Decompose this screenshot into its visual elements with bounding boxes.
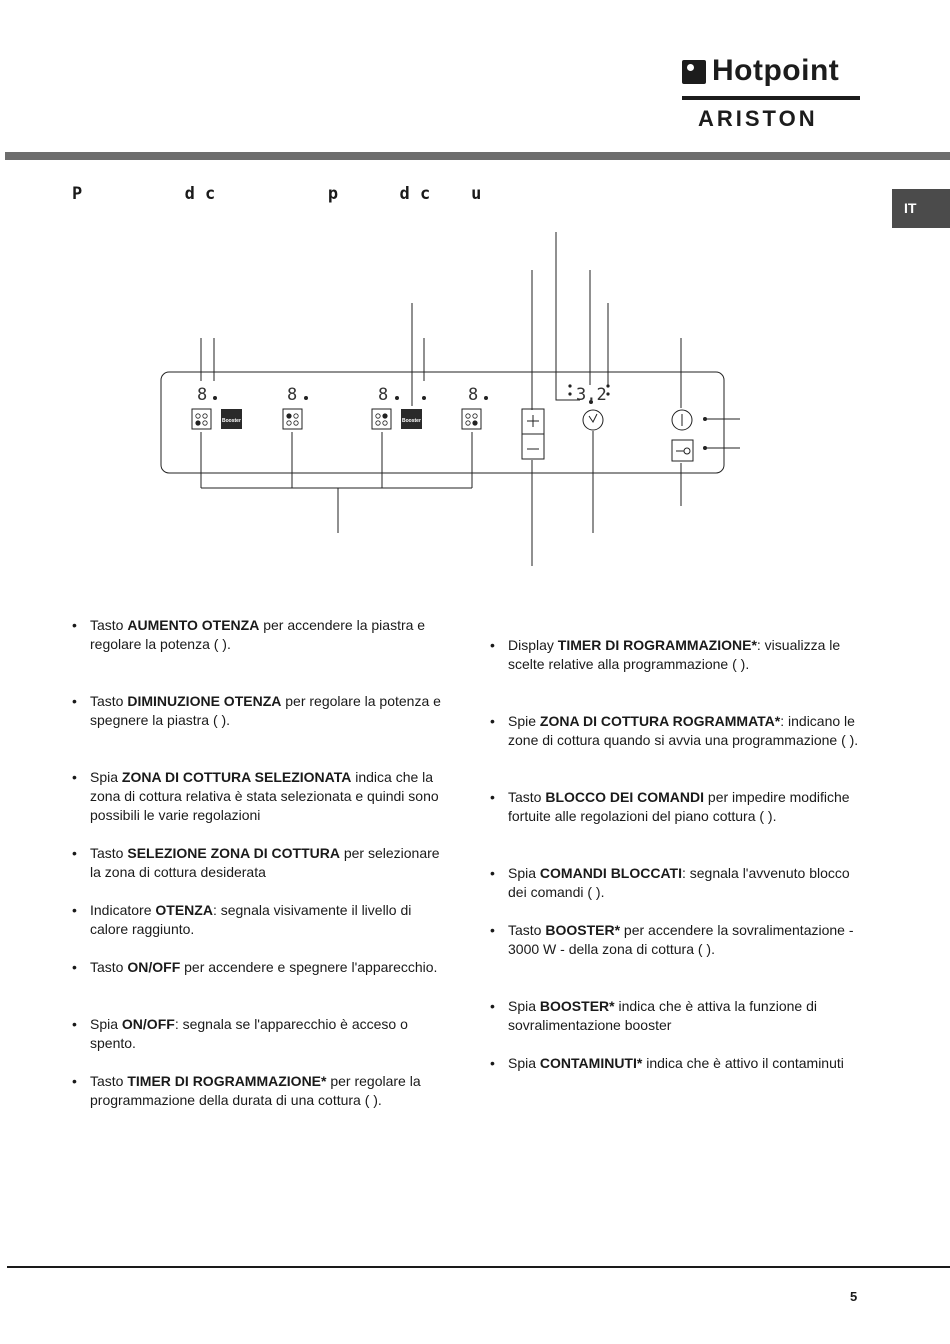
page-number: 5 bbox=[850, 1289, 858, 1304]
list-item: • Tasto ON/OFF per accendere e spegnere l'apparecchio. bbox=[72, 958, 447, 977]
zone-select-key-3 bbox=[372, 409, 391, 429]
timer-zone-dot bbox=[606, 392, 609, 395]
zone-select-key-2 bbox=[283, 409, 302, 429]
timer-zone-dot bbox=[568, 392, 571, 395]
brand-logo-mark bbox=[682, 60, 706, 84]
footer-divider bbox=[7, 1266, 950, 1268]
panel-outline bbox=[161, 372, 724, 473]
timer-key bbox=[583, 410, 603, 430]
brand-name: Hotpoint bbox=[712, 54, 840, 87]
list-item: • Tasto BLOCCO DEI COMANDI per impedire modifiche fortuite alle regolazioni del piano cottura ( ). bbox=[490, 788, 865, 826]
zone-indicator-dot bbox=[213, 396, 217, 400]
zone-indicator-dot bbox=[484, 396, 488, 400]
timer-zone-dot bbox=[568, 384, 571, 387]
booster-label-1: Booster bbox=[222, 418, 241, 424]
lock-indicator-dot bbox=[703, 446, 707, 450]
clock-icon bbox=[589, 414, 597, 422]
list-item: • Tasto DIMINUZIONE OTENZA per regolare la potenza e spegnere la piastra ( ). bbox=[72, 692, 447, 730]
booster-label-2: Booster bbox=[402, 418, 421, 424]
zone-digit-3: 8 bbox=[378, 385, 389, 405]
brand-logo-rule bbox=[682, 96, 860, 100]
list-item: • Spia BOOSTER* indica che è attiva la funzione di sovralimentazione booster bbox=[490, 997, 865, 1035]
zone-select-key-4 bbox=[462, 409, 481, 429]
control-panel-diagram bbox=[0, 228, 760, 578]
section-heading: P d c p d c u bbox=[72, 184, 482, 204]
leader-line bbox=[556, 232, 580, 400]
zone-indicator-dot bbox=[395, 396, 399, 400]
zone-select-key-1 bbox=[192, 409, 211, 429]
language-tab: IT bbox=[892, 189, 950, 228]
list-item: • Tasto AUMENTO OTENZA per accendere la piastra e regolare la potenza ( ). bbox=[72, 616, 447, 654]
zone-digit-4: 8 bbox=[468, 385, 479, 405]
on-off-indicator-dot bbox=[703, 417, 707, 421]
list-item: • Tasto BOOSTER* per accendere la sovralimentazione - 3000 W - della zona di cottura ( ). bbox=[490, 921, 865, 959]
zone-digit-1: 8 bbox=[197, 385, 208, 405]
header-divider bbox=[5, 152, 950, 160]
list-item: • Display TIMER DI ROGRAMMAZIONE*: visualizza le scelte relative alla programmazione ( ). bbox=[490, 636, 865, 674]
list-item: • Spie ZONA DI COTTURA ROGRAMMATA*: indicano le zone di cottura quando si avvia una programmazione ( ). bbox=[490, 712, 865, 750]
list-item: • Spia ON/OFF: segnala se l'apparecchio è acceso o spento. bbox=[72, 1015, 447, 1053]
control-panel-svg bbox=[0, 228, 760, 578]
list-item: • Spia ZONA DI COTTURA SELEZIONATA indica che la zona di cottura relativa è stata selezionata e quindi sono possibili le varie regolazioni bbox=[72, 768, 447, 825]
list-item: • Spia CONTAMINUTI* indica che è attivo il contaminuti bbox=[490, 1054, 865, 1073]
brand-sub: ARISTON bbox=[698, 106, 818, 131]
zone-digit-2: 8 bbox=[287, 385, 298, 405]
list-item: • Spia COMANDI BLOCCATI: segnala l'avvenuto blocco dei comandi ( ). bbox=[490, 864, 865, 902]
list-item: • Indicatore OTENZA: segnala visivamente il livello di calore raggiunto. bbox=[72, 901, 447, 939]
zone-indicator-dot bbox=[422, 396, 426, 400]
list-item: • Tasto SELEZIONE ZONA DI COTTURA per selezionare la zona di cottura desiderata bbox=[72, 844, 447, 882]
timer-display: 3.2 bbox=[576, 385, 607, 405]
brand-logo bbox=[680, 56, 860, 132]
zone-indicator-dot bbox=[304, 396, 308, 400]
timer-zone-dot bbox=[606, 384, 609, 387]
list-item: • Tasto TIMER DI ROGRAMMAZIONE* per regolare la programmazione della durata di una cottura ( ). bbox=[72, 1072, 447, 1110]
